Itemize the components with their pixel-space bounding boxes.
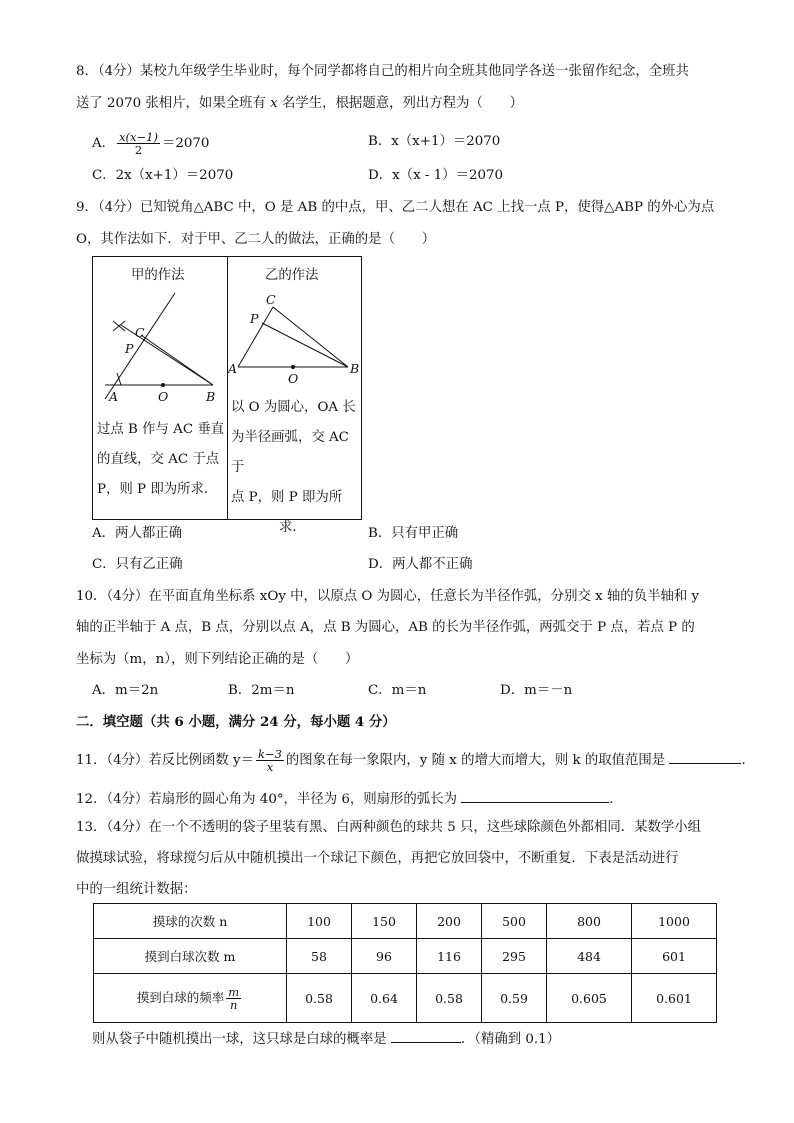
row-head-n: 摸球的次数 n	[94, 904, 287, 939]
q8-line-1: 8．（4分）某校九年级学生毕业时，每个同学都将自己的相片向全班其他同学各送一张留作纪念，全班共	[76, 64, 689, 79]
jia-line-ac	[105, 293, 175, 399]
q10-option-b: B．2m＝n	[228, 683, 295, 698]
yi-desc-line: 以 O 为圆心，OA 长	[231, 400, 356, 415]
q9-jia-description	[97, 415, 224, 505]
q9-line-1: 9．（4分）已知锐角△ABC 中，O 是 AB 的中点，甲、乙二人想在 AC 上找一点 P，使得△ABP 的外心为点	[76, 200, 715, 215]
q8-option-a-rest: ＝2070	[161, 136, 210, 151]
table-row	[94, 974, 717, 1023]
q12-end: ．	[609, 792, 623, 807]
yi-label-p: P	[250, 311, 259, 326]
jia-desc-line: P，则 P 即为所求．	[97, 482, 218, 497]
jia-label-o: O	[158, 389, 169, 404]
cell-n: 1000	[632, 904, 717, 939]
q10-option-d: D．m＝－n	[500, 683, 573, 698]
q9-option-b: B．只有甲正确	[368, 526, 459, 541]
q13-line-1: 13．（4分）在一个不透明的袋子里装有黑、白两种颜色的球共 5 只，这些球除颜色外都相同．某数学小组	[76, 820, 702, 835]
q13-line-3: 中的一组统计数据：	[76, 882, 197, 897]
q8-option-d: D．x（x - 1）＝2070	[368, 168, 504, 183]
q9-option-a: A．两人都正确	[92, 526, 183, 541]
cell-m: 96	[352, 939, 417, 974]
q8-option-b: B．x（x+1）＝2070	[368, 134, 501, 149]
frequency-fraction	[226, 986, 241, 1011]
q8-var: x	[270, 96, 278, 111]
q10-option-a: A．m＝2n	[92, 683, 159, 698]
q12-answer-blank[interactable]	[461, 788, 609, 803]
yi-point-o	[291, 365, 295, 369]
q9-jia-figure	[93, 285, 227, 407]
q13-line-2: 做摸球试验，将球搅匀后从中随机摸出一个球记下颜色，再把它放回袋中，不断重复．下表是活动进行	[76, 851, 679, 866]
q8-line-2a: 送了 2070 张相片，如果全班有	[76, 96, 266, 111]
q11-post: 的图象在每一象限内，y 随 x 的增大而增大，则 k 的取值范围是	[285, 753, 666, 768]
yi-label-b: B	[350, 361, 360, 376]
cell-n: 150	[352, 904, 417, 939]
yi-desc-line: 点 P，则 P 即为所	[231, 490, 343, 505]
q9-yi-description	[231, 393, 361, 543]
q8-option-a-numerator: x(x−1)	[119, 130, 158, 144]
yi-desc-line: 为半径画弧，交 AC 于	[231, 430, 349, 475]
q11-end: ．	[741, 753, 755, 768]
frequency-denominator: n	[230, 997, 238, 1012]
section-2-heading: 二．填空题（共 6 小题，满分 24 分，每小题 4 分）	[76, 714, 396, 730]
q10-line-3: 坐标为（m，n），则下列结论正确的是（ ）	[76, 652, 359, 667]
q11-answer-blank[interactable]	[669, 749, 741, 764]
q11-pre: 11．（4分）若反比例函数 y＝	[76, 753, 254, 768]
q8-option-a-denominator: 2	[134, 143, 143, 157]
q9-option-c: C．只有乙正确	[92, 557, 183, 572]
q11-denominator: x	[266, 760, 274, 774]
q10-line-2: 轴的正半轴于 A 点，B 点，分别以点 A，点 B 为圆心，AB 的长为半径作弧，两弧交于 P 点，若点 P 的	[76, 620, 695, 635]
q13-final-post: ．（精确到 0.1）	[460, 1032, 561, 1047]
q10-line-1: 10．（4分）在平面直角坐标系 xOy 中，以原点 O 为圆心，任意长为半径作弧，分别交 x 轴的负半轴和 y	[76, 589, 700, 604]
q12-line	[76, 788, 623, 809]
q8-option-a-label: A．	[92, 136, 116, 151]
cell-m: 484	[547, 939, 632, 974]
cell-frequency: 0.58	[417, 974, 482, 1023]
q9-line-2: O，其作法如下．对于甲、乙二人的做法，正确的是（ ）	[76, 232, 436, 247]
cell-m: 58	[287, 939, 352, 974]
q8-line-2b: 名学生，根据题意，列出方程为（ ）	[281, 96, 524, 111]
q12-text: 12．（4分）若扇形的圆心角为 40°，半径为 6，则扇形的弧长为	[76, 792, 457, 807]
q9-yi-figure	[228, 285, 361, 395]
q11-numerator: k−3	[257, 747, 282, 761]
cell-n: 200	[417, 904, 482, 939]
cell-frequency: 0.605	[547, 974, 632, 1023]
jia-desc-line: 过点 B 作与 AC 垂直	[97, 422, 225, 437]
yi-segment-bc	[273, 307, 348, 367]
q8-option-a-fraction	[117, 131, 160, 156]
q13-data-table	[93, 903, 717, 1023]
cell-n: 800	[547, 904, 632, 939]
yi-label-o: O	[288, 371, 299, 386]
yi-segment-bp	[262, 323, 348, 367]
q13-final-line	[92, 1028, 560, 1049]
jia-point-o	[161, 383, 165, 387]
jia-label-c: C	[135, 325, 145, 340]
q8-line-2	[76, 95, 523, 113]
q11-fraction	[256, 748, 284, 773]
row-head-frequency-text: 摸到白球的频率	[136, 989, 225, 1005]
cell-frequency: 0.601	[632, 974, 717, 1023]
q13-final-pre: 则从袋子中随机摸出一球，这只球是白球的概率是	[92, 1032, 387, 1047]
q9-jia-title: 甲的作法	[131, 268, 185, 283]
q9-yi-title: 乙的作法	[265, 268, 319, 283]
cell-frequency: 0.59	[482, 974, 547, 1023]
q13-answer-blank[interactable]	[391, 1028, 461, 1043]
q11-line	[76, 748, 755, 773]
row-head-m: 摸到白球次数 m	[94, 939, 287, 974]
table-row	[94, 904, 717, 939]
yi-label-c: C	[266, 292, 276, 307]
q9-option-d: D．两人都不正确	[368, 557, 473, 572]
frequency-numerator: m	[228, 984, 240, 999]
cell-m: 601	[632, 939, 717, 974]
jia-desc-line: 的直线，交 AC 于点	[97, 452, 220, 467]
row-head-frequency	[94, 974, 287, 1023]
cell-n: 500	[482, 904, 547, 939]
cell-n: 100	[287, 904, 352, 939]
q8-option-c: C．2x（x+1）＝2070	[92, 168, 234, 183]
jia-label-a: A	[109, 389, 119, 404]
yi-desc-line: 求．	[279, 520, 306, 535]
cell-m: 116	[417, 939, 482, 974]
cell-m: 295	[482, 939, 547, 974]
cell-frequency: 0.58	[287, 974, 352, 1023]
cell-frequency: 0.64	[352, 974, 417, 1023]
jia-label-b: B	[206, 389, 216, 404]
yi-label-a: A	[228, 361, 238, 376]
q8-option-a	[92, 131, 209, 156]
q10-option-c: C．m＝n	[368, 683, 427, 698]
table-row	[94, 939, 717, 974]
jia-label-p: P	[125, 341, 134, 356]
